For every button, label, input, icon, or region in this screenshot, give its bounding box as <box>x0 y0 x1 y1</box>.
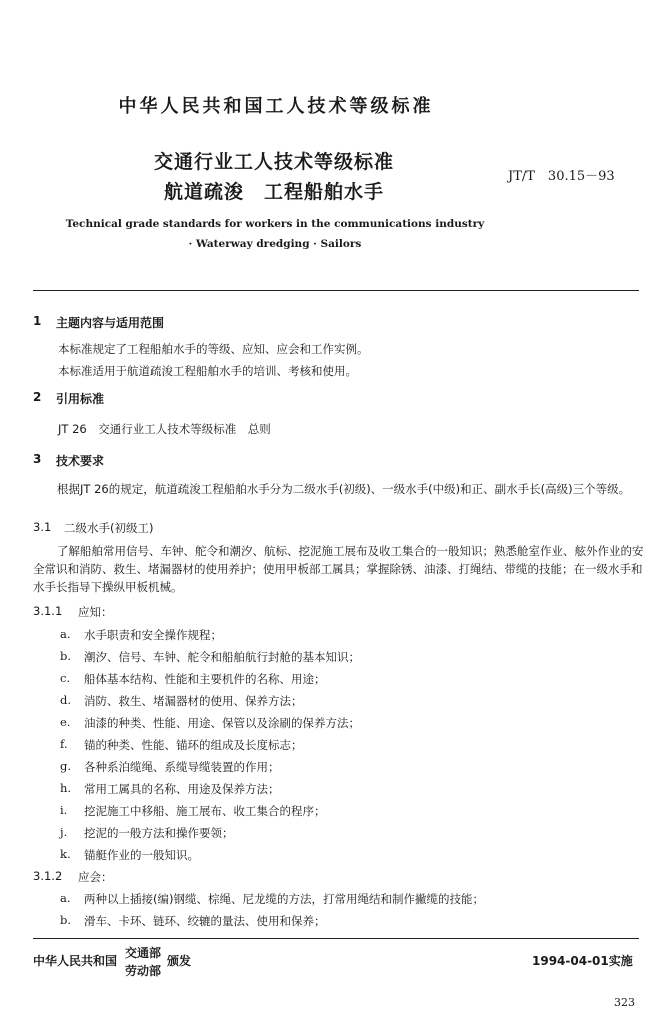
list-item-label: k. <box>60 847 71 861</box>
list-item-text: 各种系泊缆绳、系缆导缆装置的作用； <box>84 760 280 774</box>
list-item-label: j. <box>60 825 68 839</box>
list-item-text: 水手职责和安全操作规程； <box>84 628 222 642</box>
list-item-label: d. <box>60 693 72 707</box>
section-2-heading: 引用标准 <box>56 392 105 406</box>
standard-code: JT/T 30.15－93 <box>508 169 615 184</box>
effective-date: 1994-04-01实施 <box>532 954 633 968</box>
section-3-number: 3 <box>33 452 42 466</box>
list-item-label: b. <box>60 913 72 927</box>
section-3-1-paragraph: 了解船舶常用信号、车钟、舵令和潮汐、航标、挖泥施工展布及收工集合的一般知识；熟悉舱室作业、舷外作业的安全常识和消防、救生、堵漏器材的使用养护；使用甲板部工属具；掌握除锈、油漆、打绳结、带缆的技能；在一级水手和水手长指导下操纵甲板机械。 <box>33 544 644 594</box>
section-3-1-2-heading: 应会： <box>78 870 113 884</box>
section-2-number: 2 <box>33 390 42 404</box>
list-item-label: a. <box>60 891 71 905</box>
list-item-label: c. <box>60 671 71 685</box>
section-3-1-2-number: 3.1.2 <box>33 869 63 883</box>
list-item-text: 油漆的种类、性能、用途、保管以及涂刷的保养方法； <box>84 716 360 730</box>
list-item-text: 挖泥施工中移船、施工展布、收工集合的程序； <box>84 804 326 818</box>
top-rule <box>33 290 639 291</box>
list-item-label: b. <box>60 649 72 663</box>
list-item-text: 船体基本结构、性能和主要机件的名称、用途； <box>84 672 326 686</box>
section-1-paragraph-1: 本标准规定了工程船舶水手的等级、应知、应会和工作实例。 <box>58 342 369 356</box>
issuer-country: 中华人民共和国 <box>33 954 118 968</box>
title-line-2: 航道疏浚 工程船舶水手 <box>163 181 384 203</box>
section-3-1-number: 3.1 <box>33 520 52 534</box>
list-item-label: a. <box>60 627 71 641</box>
list-item-text: 挖泥的一般方法和操作要领； <box>84 826 234 840</box>
list-item-text: 锚艇作业的一般知识。 <box>84 848 199 862</box>
section-2-reference: JT 26 交通行业工人技术等级标准 总则 <box>58 422 271 436</box>
list-item-text: 常用工属具的名称、用途及保养方法； <box>84 782 280 796</box>
section-3-1-1-number: 3.1.1 <box>33 604 63 618</box>
issuer-ministry-1: 交通部 <box>125 946 162 960</box>
page-number: 323 <box>614 996 635 1009</box>
list-item-label: f. <box>60 737 68 751</box>
section-3-heading: 技术要求 <box>56 454 105 468</box>
section-3-1-heading: 二级水手(初级工) <box>64 521 154 535</box>
list-item-text: 两种以上插接(编)钢缆、棕绳、尼龙缆的方法，打常用绳结和制作撇缆的技能； <box>84 892 484 906</box>
issued-label: 颁发 <box>167 954 192 968</box>
list-item-label: i. <box>60 803 68 817</box>
title-line-1: 交通行业工人技术等级标准 <box>153 151 394 173</box>
list-item-text: 潮汐、信号、车钟、舵令和船舶航行封舱的基本知识； <box>84 650 360 664</box>
list-item-text: 锚的种类、性能、锚环的组成及长度标志； <box>84 738 303 752</box>
list-item-text: 滑车、卡环、链环、绞辘的量法、使用和保养； <box>84 914 326 928</box>
section-3-paragraph: 根据JT 26的规定，航道疏浚工程船舶水手分为二级水手(初级)、一级水手(中级)和正、副水手长(高级)三个等级。 <box>57 482 631 496</box>
section-3-1-1-heading: 应知： <box>78 605 113 619</box>
section-1-number: 1 <box>33 314 42 328</box>
bottom-rule <box>33 938 639 939</box>
issuer-ministry-2: 劳动部 <box>125 964 162 978</box>
section-1-paragraph-2: 本标准适用于航道疏浚工程船舶水手的培训、考核和使用。 <box>58 364 357 378</box>
standard-class-header: 中华人民共和国工人技术等级标准 <box>118 96 434 117</box>
section-1-heading: 主题内容与适用范围 <box>56 316 165 330</box>
list-item-label: h. <box>60 781 72 795</box>
list-item-label: e. <box>60 715 71 729</box>
list-item-text: 消防、救生、堵漏器材的使用、保养方法； <box>84 694 303 708</box>
english-title-line-1: Technical grade standards for workers in the communications industry <box>65 218 485 230</box>
list-item-label: g. <box>60 759 72 773</box>
english-title-line-2: · Waterway dredging · Sailors <box>188 238 362 250</box>
